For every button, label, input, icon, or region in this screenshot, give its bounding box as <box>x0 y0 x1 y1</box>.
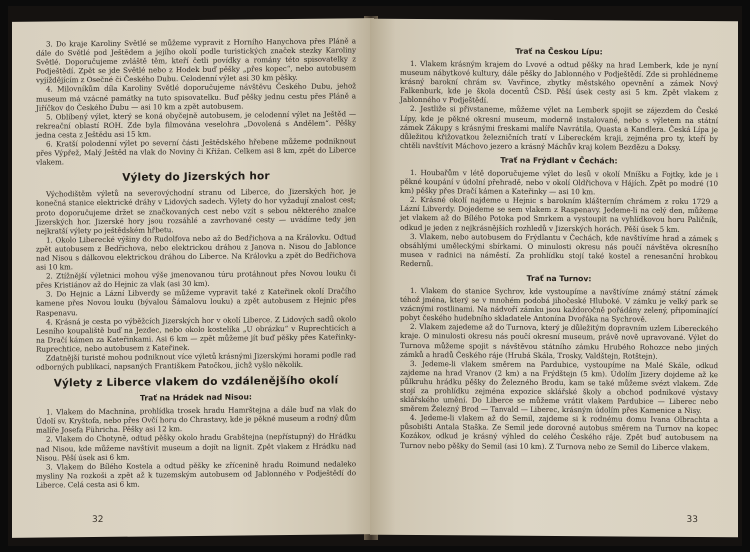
page-number-right: 33 <box>686 514 698 526</box>
paragraph: Východištěm výletů na severovýchodní stranu od Liberce, do Jizerských hor, je konečná stanice elektrické dráhy v Lidových sadech. Výlety do hor vyžadují znalost cest; proto doporučujeme držet se značkovaných cest nebo vzít s sebou některého znalce Jizerských hor. Jizerské hory jsou rozsáhlé a zavrhované cesty — uvádíme tedy jen nejkratší výlety po ještědském hřbetu. <box>36 186 356 236</box>
paragraph: 2. Krásné okolí najdeme u Hejnic s barokním klášterním chrámem z roku 1729 a Lázní Libverdy. Dojedeme se sem vlakem z Raspenavy. Jedeme-li na celý den, můžeme jet vlakem až do Bílého Potoka pod Smrkem a vystoupit na vyhlídkovou horu Paličník, odkud je jeden z nejkrásnějších rozhledů v Jizerských horách. Pěší úsek 5 km. <box>400 195 718 234</box>
left-page-text <box>36 36 356 489</box>
paragraph: 1. Okolo Liberecké výšiny do Rudolfova nebo až do Bedřichova a na Královku. Odtud zpět autobusem z Bedřichova, nebo elektrickou dráhou z Janova n. Nisou do Jablonce nad Nisou s dálkovou elektrickou dráhou do Liberce. Na Královku a zpět do Bedřichova asi 10 km. <box>36 232 356 272</box>
subheading-frydlant: Trať na Frýdlant v Čechách: <box>500 155 618 166</box>
subheading-hradek: Trať na Hrádek nad Nisou: <box>140 392 252 403</box>
paragraph: 3. Vlakem do Bílého Kostela a odtud pěšky ke zřícenině hradu Roimund nedaleko mysliny Na rozkoši a zpět až k tuzemským autobusem od Jablonného v Podještědí do Liberce. Celá cesta asi 6 km. <box>36 459 356 490</box>
open-book <box>8 6 742 546</box>
paragraph: 3. Vlakem, nebo autobusem do Frýdlantu v Čechách, kde navštívíme hrad a zámek s obsáhlými uměleckými sbírkami. O minulosti okresu nás poučí návštěva okresního musea v radnici na náměstí. Za prohlídku stojí také kostel a renesanční hrobkou Redernů. <box>400 231 718 269</box>
paragraph: 3. Do Hejnic a Lázní Libverdy se můžeme vypravit také z Kateřinek okolí Dračího kamene přes Novou louku (bývalou Šámalovu louku) a zpět autobusem z Hejnic přes Raspenavu. <box>36 286 356 318</box>
left-page <box>12 18 374 538</box>
section-heading-vzdal: Výlety z Liberce vlakem do vzdálenějšího okolí <box>53 374 339 390</box>
frydlant-section <box>400 168 718 270</box>
turnov-section <box>400 286 718 452</box>
paragraph: 6. Kratší polodenní výlet po severní části Ještědského hřebene můžeme podniknout přes Výpřež, Malý Ještěd na vlak do Noviny či Křižan. Celkem asi 8 km, zpět do Liberce vlakem. <box>36 136 356 167</box>
paragraph: 1. Vlakem do stanice Sychrov, kde vystoupíme a navštívíme známý státní zámek téhož jména, který se v mnohém podobá jihočeské Hluboké. V zámku je velký park se vzácnými rostlinami. Na nádvoří zámku jsou každoročně pořádány zelený, připomínající pobyt českého hudebního skladatele Antonína Dvořáka na Sychrově. <box>400 285 718 324</box>
paragraph: 1. Vlakem do Machnína, prohlídka trosek hradu Hamrštejna a dále buď na vlak do Údolí sv. Kryštofa, nebo přes Ovčí horu do Chrastavy, kde je pěkné museum a rodný dům malíře Josefa Führicha. Pěšky asi 12 km. <box>36 404 356 436</box>
paragraph: 2. Jestliže si přivstaneme, můžeme výlet na Lemberk spojit se zájezdem do České Lípy, kde je pěkné okresní museum, moderně instalované, nebo s výletem na státní zámek Zákupy s krásnými freskami malíře Navrátila, Quasta a Kandlera. Česká Lípa je důležitou křižovatkou železničních tratí v Libereckém kraji, zejména pro ty, kteří by chtěli navštívit Máchovo jezero a krásný Máchův kraj kolem Bezdězu a Doksy. <box>400 104 718 152</box>
paragraph: 4. Krásná je cesta po výběžcích Jizerských hor v okolí Liberce. Z Lidových sadů okolo Lesního koupaliště buď na Jezdec, nebo okolo kostelíka „U obrázku“ v Ruprechticích a na Dračí kámen za Kateřinkami. Asi 6 km — zpět můžeme jít buď pěšky přes Kateřinky-Ruprechtice, nebo autobusem z Kateřinek. <box>36 313 356 354</box>
right-page-text <box>400 41 718 452</box>
subheading-lipa: Trať na Českou Lípu: <box>515 46 603 57</box>
paragraph: Zdatnější turisté mohou podniknout více výletů krásnými Jizerskými horami podle rad odborných publikací, napsaných Františkem Patočkou, jichž vyšlo několik. <box>36 350 356 372</box>
paragraph: 2. Vlakem do Chotyně, odtud pěšky okolo hradu Grabštejna (nepřístupný) do Hrádku nad Nisou, kde můžeme navštívit museum a dojít na lignit. Zpět vlakem z Hrádku nad Nisou. Pěší úsek asi 6 km. <box>36 431 356 463</box>
paragraph: 2. Ztížnější výletnici mohou výše jmenovanou túru protáhnout přes Novou louku či přes Kristiánov až do Hejnic za vlak (asi 30 km). <box>36 268 356 290</box>
intro-section <box>36 36 356 167</box>
jizerske-section <box>36 187 356 372</box>
paragraph: 1. Vlakem krásným krajem do Lvové a odtud pěšky na hrad Lemberk, kde je nyní museum nábytkové kultury, dále pěšky do Jablonného v Podještědí. Zde si prohlédneme krásný barokní chrám sv. Vavřince, zbytky městského opevnění a zámek Nový Falkenburk, kde je škola docentů ČSD. Pěší úsek cesty asi 5 km. Zpět vlakem z Jablonného v Podještědí. <box>400 58 718 105</box>
paragraph: 4. Milovníkům díla Karoliny Světlé doporučujeme návštěvu Českého Dubu, jehož museum má vzácné památky na tuto spisovatelku. Buď pěšky jednu cestu přes Pláně a Jiříčkov do Českého Dubu — asi 10 km a zpět autobusem. <box>36 81 356 113</box>
page-number-left: 32 <box>92 514 104 526</box>
paragraph: 5. Oblíbený výlet, který se koná obyčejně autobusem, je celodenní výlet na Ještěd — rekreační oblastí ROH. Zde byla filmována veselohra „Dovolená s Andělem“. Pěšky jedna cesta z Ještědu asi 15 km. <box>36 109 356 140</box>
hradek-section <box>36 404 356 489</box>
right-page <box>370 19 738 538</box>
lipa-section <box>400 59 718 152</box>
paragraph: 4. Jedeme-li vlakem až do Semil, zajdeme si k rodnému domu Ivana Olbrachta a působišti Antala Staška. Ze Semil jede dorovné autobus směrem na Turnov na kopec Kozákov, odkud je krásný výhled do celého Českého ráje. Zpět buď autobusem na Turnov nebo pěšky do Semil (asi 10 km). Z Turnova nebo ze Semil do Liberce vlakem. <box>400 413 718 452</box>
paragraph: 2. Vlakem zajedeme až do Turnova, který je důležitým dopravním uzlem Libereckého kraje. O minulosti okresu nás poučí okresní museum, právě nově upravované. Výlet do Turnova můžeme spojit s návštěvou státního zámku Hrubého Rohozce nebo jiných zámků a hradů Českého ráje (Hrubá Skála, Trosky, Valdštejn, Rotštejn). <box>400 322 718 361</box>
section-heading-jizerske: Výlety do Jizerských hor <box>122 170 270 185</box>
paragraph: 3. Jedeme-li vlakem směrem na Pardubice, vystoupíme na Malé Skále, odkud zajdeme na hrad Vranov (2 km) a na Frýdštejn (5 km). Údolím Jizery dojdeme až ke půlkruhu hrádku pěšky do Železného Brodu, kam se také můžeme svézt vlakem. Zde stojí za prohlídku zejména expozice sklářské školy a obchod podnikové výstavy sklářského umění. Do Liberce se můžeme vrátit vlakem Pardubice — Liberec nebo směrem Železný Brod — Tanvald — Liberec, krásným údolím přes Kamenice a Nisy. <box>400 358 718 416</box>
paragraph: 3. Do kraje Karoliny Světlé se můžeme vypravit z Horního Hanychova přes Pláně a dále do Světlé pod Ještědem a jejího okolí podle turistických značek stezky Karoliny Světlé. Doporučujeme zvláště těm, kteří četli povídky a romány této spisovatelky z Podještědí. Zpět se jde Světlé nebo z Hodek buď pěšky „přes kopec“, nebo autobusem vyjíždějícím z Osečné či Českého Dubu. Celodenní výlet asi 30 km pěšky. <box>36 36 356 86</box>
subheading-turnov: Trať na Turnov: <box>526 273 592 284</box>
paragraph: 1. Houbařům v létě doporučujeme výlet do lesů v okolí Mníšku a Fojtky, kde je i pěkné koupání v údolní přehradě, nebo v okolí Oldřichova v Hájích. Zpět po modré (10 km) pěšky přes Dračí kámen a Kateřinky — asi 10 km. <box>400 167 718 197</box>
